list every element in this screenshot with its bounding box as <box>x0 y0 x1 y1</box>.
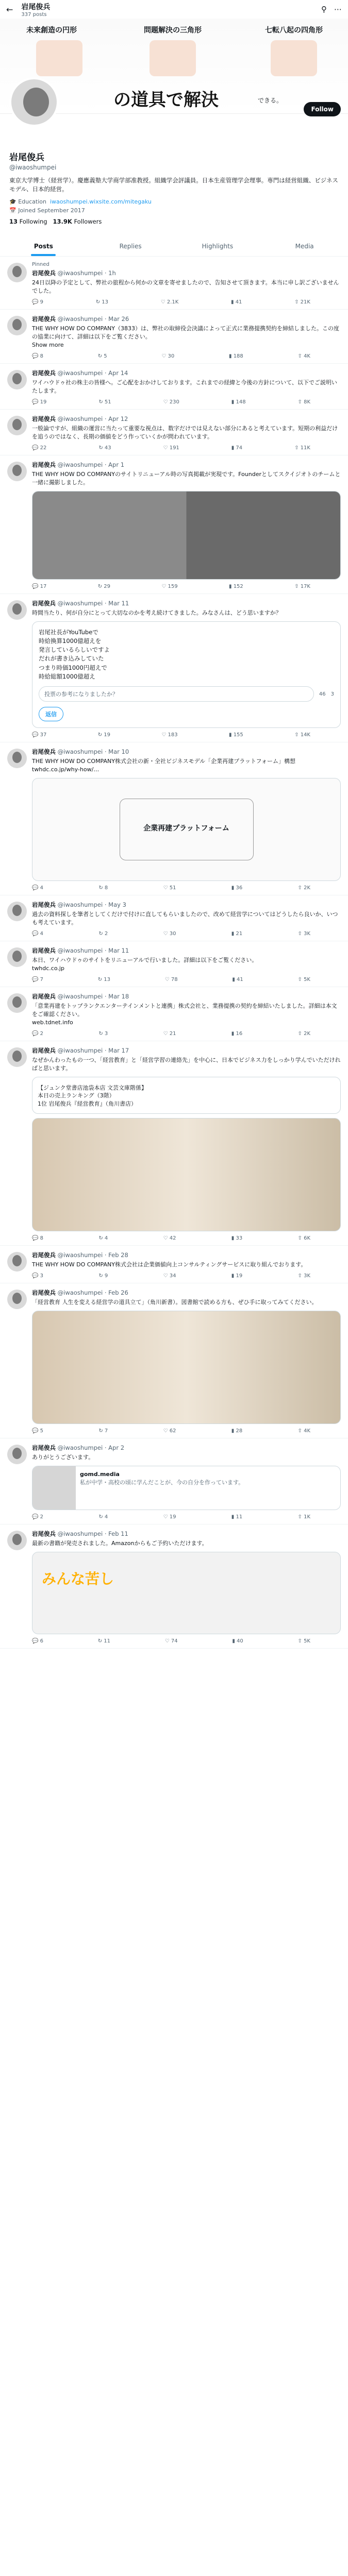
header-post-count: 337 posts <box>21 11 47 18</box>
repost-button[interactable]: ↻ 2 <box>98 930 108 937</box>
share-button[interactable]: ⇧ 3K <box>297 1273 310 1279</box>
like-button[interactable]: ♡ 74 <box>164 1638 178 1645</box>
reply-button[interactable]: 💬 37 <box>32 732 47 738</box>
more-icon[interactable]: ⋯ <box>334 5 342 14</box>
profile-bio: 東京大学博士（経営学）。慶應義塾大学商学部准教授。組織学会評議員。日本生産管理学会理事。専門は経営組織、ビジネスモデル、日本的経営。 <box>9 177 338 193</box>
post-text: ありがとうございます。 <box>32 1454 94 1461</box>
post-text: なぜかんわったもの一つ、「経営教育」と「経営学習の連絡先」を中心に、日本でビジネス力をしっかり学んでいただければと思います。 <box>32 1056 341 1072</box>
post-text: 24日以降の予定として、弊社の旅程から何かの文章を寄せましたので、告知させて頂きます。本当に申し訳ございませんでした。 <box>32 279 339 295</box>
poll-yes-count: 46 <box>319 691 326 697</box>
reply-button[interactable]: 💬 22 <box>32 445 47 451</box>
post-header: 岩尾俊兵 @iwaoshumpei · Mar 18 <box>32 992 129 1000</box>
repost-button[interactable]: ↻ 43 <box>98 445 111 451</box>
post[interactable] <box>0 1524 348 1649</box>
banner-square-icon <box>271 40 317 76</box>
post-header: 岩尾俊兵 @iwaoshumpei · Mar 11 <box>32 599 129 607</box>
card-thumbnail <box>32 1466 76 1510</box>
reply-button[interactable]: 💬 6 <box>32 1638 44 1645</box>
like-button[interactable]: ♡ 42 <box>163 1235 176 1242</box>
like-button[interactable]: ♡ 30 <box>161 353 175 360</box>
repost-button[interactable]: ↻ 9 <box>98 1273 108 1279</box>
avatar[interactable] <box>7 316 27 335</box>
search-icon[interactable]: ⚲ <box>321 5 327 14</box>
post-actions <box>32 445 310 451</box>
post-text: 本日、ワイハウドゥのサイトをリニューアルで行いました。詳細は以下をご覧ください。 twhdc.co.jp <box>32 956 258 972</box>
quoted-post[interactable]: 【ジュンク堂書店池袋本店 文芸文庫階係】 本日の売上ランキング（3階） 1位 岩尾俊兵『経営教育』（角川書店） <box>32 1077 341 1114</box>
profile-header-bar <box>0 0 348 19</box>
views-count[interactable]: ▮ 21 <box>231 930 243 937</box>
post-diagram[interactable]: 企業再建プラットフォーム <box>32 778 341 881</box>
repost-button[interactable]: ↻ 51 <box>98 399 111 405</box>
views-count[interactable]: ▮ 148 <box>231 399 246 405</box>
poll <box>32 621 341 728</box>
profile-handle: @iwaoshumpei <box>9 164 57 171</box>
post[interactable] <box>0 941 348 987</box>
post-actions <box>32 399 310 405</box>
post[interactable] <box>0 310 348 364</box>
post-actions <box>32 1031 310 1037</box>
link-card[interactable]: gomd.media 私が中学・高校の頃に学んだことが、今の自分を作っています。 <box>32 1466 341 1510</box>
post-image[interactable]: みんな苦し <box>32 1552 341 1634</box>
reply-button[interactable]: 💬 5 <box>32 1428 44 1434</box>
reply-button[interactable]: 💬 2 <box>32 1030 44 1037</box>
profile-link[interactable]: iwaoshumpei.wixsite.com/mitegaku <box>49 198 152 206</box>
post-header: 岩尾俊兵 @iwaoshumpei · 1h <box>32 269 116 277</box>
share-button[interactable]: ⇧ 21K <box>294 299 310 306</box>
banner-triangle-icon <box>150 40 196 76</box>
post-actions <box>32 1235 310 1241</box>
tab-posts[interactable]: Posts <box>0 236 87 256</box>
share-button[interactable]: ⇧ 1K <box>297 1514 310 1520</box>
views-count[interactable]: ▮ 11 <box>231 1514 243 1520</box>
views-count[interactable]: ▮ 36 <box>231 885 243 891</box>
post-text: THE WHY HOW DO COMPANY株式会社の新・全社ビジネスモデル「企業再建プラットフォーム」構想 twhdc.co.jp/why-how/… <box>32 758 295 773</box>
post[interactable] <box>0 257 348 310</box>
post-text: 「意業再建をトップランクエンターテインメントと連携」株式会社と、業務提携の契約を締結いたしました。詳細は本文をご確認ください。 web.tdnet.info <box>32 1002 337 1026</box>
like-button[interactable]: ♡ 62 <box>163 1428 176 1434</box>
repost-button[interactable]: ↻ 5 <box>97 353 107 360</box>
post-header: 岩尾俊兵 @iwaoshumpei · Apr 2 <box>32 1444 125 1452</box>
repost-button[interactable]: ↻ 19 <box>97 732 111 738</box>
post-header: 岩尾俊兵 @iwaoshumpei · Mar 10 <box>32 748 129 756</box>
post-text: 「経営教育 人生を変える経営学の道具立て」（角川新書）。図書館で読める方も、ぜひ手に取ってみてください。 <box>32 1299 318 1306</box>
post-actions <box>32 931 310 937</box>
like-button[interactable]: ♡ 21 <box>163 1030 176 1037</box>
post-header: 岩尾俊兵 @iwaoshumpei · Mar 26 <box>32 315 129 323</box>
pinned-label: Pinned <box>32 262 49 268</box>
post-actions <box>32 977 310 982</box>
poll-question: 岩尾社長がYouTubeで 時給換算1000億超えを 発言しているらしいですよ だれが書き込みしていた つまり時価1000円超えで 時給総額1000億超え <box>39 628 110 680</box>
post-header: 岩尾俊兵 @iwaoshumpei · Apr 12 <box>32 415 128 422</box>
banner-subtitle: できる。 <box>258 97 283 104</box>
post-header: 岩尾俊兵 @iwaoshumpei · Feb 28 <box>32 1251 128 1259</box>
share-button[interactable]: ⇧ 5K <box>297 976 310 982</box>
views-count[interactable]: ▮ 155 <box>229 732 243 738</box>
post-text: THE WHY HOW DO COMPANY（3833）は、弊社の取締役会決議によって正式に業務提携契約を締結しました。この度の協業に向けて、詳細は以下をご覧ください。 Show more <box>32 325 339 349</box>
avatar[interactable] <box>7 1531 27 1550</box>
poll-hint: 投票の参考になりましたか？ <box>39 686 314 702</box>
like-button[interactable]: ♡ 30 <box>163 930 176 937</box>
reply-button[interactable]: 💬 4 <box>32 885 44 891</box>
post-text: 最新の書籍が発売されました。Amazonからもご予約いただけます。 <box>32 1540 208 1547</box>
post-actions <box>32 1428 310 1434</box>
post[interactable] <box>0 455 348 594</box>
avatar[interactable] <box>7 1047 27 1067</box>
post-book-photo[interactable] <box>32 1118 341 1231</box>
reply-button[interactable]: 💬 19 <box>32 399 47 405</box>
repost-button[interactable]: ↻ 7 <box>98 1428 108 1434</box>
views-count[interactable]: ▮ 152 <box>229 583 243 589</box>
share-button[interactable]: ⇧ 8K <box>297 399 310 405</box>
views-count[interactable]: ▮ 41 <box>232 976 243 982</box>
share-button[interactable]: ⇧ 14K <box>294 732 310 738</box>
post-header: 岩尾俊兵 @iwaoshumpei · Apr 1 <box>32 461 125 468</box>
reply-button[interactable]: 💬 17 <box>32 583 47 589</box>
post-text: 過去の資料探しを筆者としてくだけで付けに直してもらいましたので、改めて経営学についてはどうしたら良いか、いつも考えています。 <box>32 911 338 926</box>
tab-highlights[interactable]: Highlights <box>202 243 234 250</box>
post-actions <box>32 732 310 738</box>
avatar[interactable] <box>7 1290 27 1309</box>
views-count[interactable]: ▮ 40 <box>232 1638 243 1645</box>
post[interactable] <box>0 594 348 742</box>
views-count[interactable]: ▮ 74 <box>231 445 243 451</box>
like-button[interactable]: ♡ 34 <box>163 1273 176 1279</box>
like-button[interactable]: ♡ 2.1K <box>160 299 179 306</box>
profile-tabs <box>0 236 348 257</box>
avatar[interactable] <box>7 462 27 481</box>
post-header: 岩尾俊兵 @iwaoshumpei · Mar 17 <box>32 1046 129 1054</box>
post-actions <box>32 1273 310 1279</box>
post-actions <box>32 353 310 359</box>
post-header: 岩尾俊兵 @iwaoshumpei · Feb 11 <box>32 1530 128 1538</box>
post[interactable] <box>0 742 348 895</box>
calendar-icon: 📅 <box>9 207 16 214</box>
share-button[interactable]: ⇧ 5K <box>297 1638 310 1645</box>
post-header: 岩尾俊兵 @iwaoshumpei · Mar 11 <box>32 946 129 954</box>
profile-name: 岩尾俊兵 <box>9 152 44 163</box>
post[interactable] <box>0 1283 348 1438</box>
post-text: THE WHY HOW DO COMPANYのサイトリニューアル時の写真掲載が実現です。Founderとしてスクイジオトのチームと一緒に撮影しました。 <box>32 470 341 486</box>
avatar[interactable] <box>7 947 27 967</box>
post-actions <box>32 584 310 589</box>
post-actions <box>32 299 310 305</box>
repost-button[interactable]: ↻ 4 <box>98 1514 108 1520</box>
back-arrow-icon[interactable]: ← <box>6 4 13 14</box>
tab-replies[interactable]: Replies <box>119 243 142 250</box>
education-icon: 🎓 <box>9 198 16 206</box>
reply-button[interactable]: 💬 3 <box>32 1273 44 1279</box>
post-text: THE WHY HOW DO COMPANY株式会社は企業価値向上コンサルティングサービスに取り組んでおります。 <box>32 1261 307 1268</box>
avatar[interactable] <box>7 993 27 1013</box>
avatar[interactable] <box>7 416 27 435</box>
post[interactable] <box>0 895 348 941</box>
post[interactable] <box>0 1041 348 1246</box>
views-count[interactable]: ▮ 28 <box>231 1428 243 1434</box>
like-button[interactable]: ♡ 230 <box>163 399 179 405</box>
views-count[interactable]: ▮ 16 <box>231 1030 243 1037</box>
like-button[interactable]: ♡ 183 <box>161 732 178 738</box>
post-book-photo[interactable] <box>32 1311 341 1424</box>
avatar[interactable] <box>7 600 27 620</box>
reply-button[interactable]: 💬 8 <box>32 1235 44 1242</box>
repost-button[interactable]: ↻ 13 <box>97 976 111 982</box>
banner-col-1: 未来創造の円形 <box>26 26 77 35</box>
avatar[interactable] <box>7 902 27 921</box>
avatar[interactable] <box>7 749 27 768</box>
repost-button[interactable]: ↻ 11 <box>97 1638 111 1645</box>
post[interactable] <box>0 410 348 455</box>
post-actions <box>32 885 310 891</box>
post-header: 岩尾俊兵 @iwaoshumpei · Feb 26 <box>32 1289 128 1297</box>
like-button[interactable]: ♡ 159 <box>161 583 178 589</box>
views-count[interactable]: ▮ 33 <box>231 1235 243 1242</box>
profile-meta: 🎓 Education iwaoshumpei.wixsite.com/mitegaku 📅 Joined September 2017 <box>9 198 152 214</box>
share-button[interactable]: ⇧ 2K <box>297 1030 310 1037</box>
post[interactable] <box>0 987 348 1041</box>
poll-no-count: 3 <box>330 691 334 697</box>
post-actions <box>32 1514 310 1520</box>
like-button[interactable]: ♡ 78 <box>164 976 178 982</box>
share-button[interactable]: ⇧ 4K <box>297 353 310 360</box>
follow-stats: 13 Following 13.9K Followers <box>9 218 102 226</box>
reply-button[interactable]: 💬 7 <box>32 976 44 982</box>
post-header: 岩尾俊兵 @iwaoshumpei · May 3 <box>32 901 126 909</box>
avatar[interactable] <box>7 1445 27 1464</box>
reply-button[interactable]: 💬 2 <box>32 1514 44 1520</box>
post-photo[interactable] <box>32 491 341 580</box>
banner-circle-icon <box>36 40 82 76</box>
like-button[interactable]: ♡ 19 <box>163 1514 176 1520</box>
tab-media[interactable]: Media <box>295 243 314 250</box>
post-feed <box>0 257 348 1649</box>
share-button[interactable]: ⇧ 2K <box>297 885 310 891</box>
share-button[interactable]: ⇧ 11K <box>294 445 310 451</box>
banner-col-3: 七転八起の四角形 <box>265 26 323 35</box>
reply-button[interactable]: 💬 9 <box>32 299 44 306</box>
repost-button[interactable]: ↻ 4 <box>98 1235 108 1242</box>
reply-button[interactable]: 💬 4 <box>32 930 44 937</box>
avatar[interactable] <box>7 263 27 282</box>
share-button[interactable]: ⇧ 6K <box>297 1235 310 1242</box>
share-button[interactable]: ⇧ 4K <box>297 1428 310 1434</box>
profile-info <box>0 114 348 229</box>
post[interactable] <box>0 1438 348 1524</box>
header-name: 岩尾俊兵 <box>21 3 51 11</box>
repost-button[interactable]: ↻ 3 <box>98 1030 108 1037</box>
like-button[interactable]: ♡ 191 <box>163 445 179 451</box>
post-text: 時間当たり、何が自分にとって大切なのかを考え続けてきました。みなさんは、どう思いますか？ <box>32 609 281 616</box>
post-actions <box>32 1638 310 1644</box>
avatar[interactable] <box>7 1252 27 1272</box>
repost-button[interactable]: ↻ 13 <box>95 299 108 306</box>
poll-reply-button[interactable]: 返信 <box>39 707 63 721</box>
avatar[interactable] <box>7 370 27 389</box>
follow-button[interactable]: Follow <box>304 102 341 116</box>
views-count[interactable]: ▮ 19 <box>231 1273 243 1279</box>
views-count[interactable]: ▮ 188 <box>229 353 243 360</box>
post-text: ワイハウドゥ社の株主の皆様へ。ご心配をおかけしております。これまでの経緯と今後の方針について、以下でご説明いたします。 <box>32 379 337 395</box>
banner-col-2: 問題解決の三角形 <box>144 26 202 35</box>
views-count[interactable]: ▮ 41 <box>231 299 242 306</box>
banner-title: の道具で解決 <box>113 90 219 110</box>
repost-button[interactable]: ↻ 29 <box>97 583 111 589</box>
post-header: 岩尾俊兵 @iwaoshumpei · Apr 14 <box>32 369 128 377</box>
post[interactable] <box>0 364 348 410</box>
share-button[interactable]: ⇧ 17K <box>294 583 310 589</box>
like-button[interactable]: ♡ 51 <box>163 885 176 891</box>
reply-button[interactable]: 💬 8 <box>32 353 44 360</box>
post[interactable] <box>0 1246 348 1283</box>
share-button[interactable]: ⇧ 3K <box>297 930 310 937</box>
post-text: 一般論ですが、組織の運営に当たって重要な視点は、数字だけでは見えない部分にあると考えています。短期の利益だけを追うのではなく、長期の価値をどう作っていくかが問われています。 <box>32 425 338 440</box>
repost-button[interactable]: ↻ 8 <box>98 885 108 891</box>
